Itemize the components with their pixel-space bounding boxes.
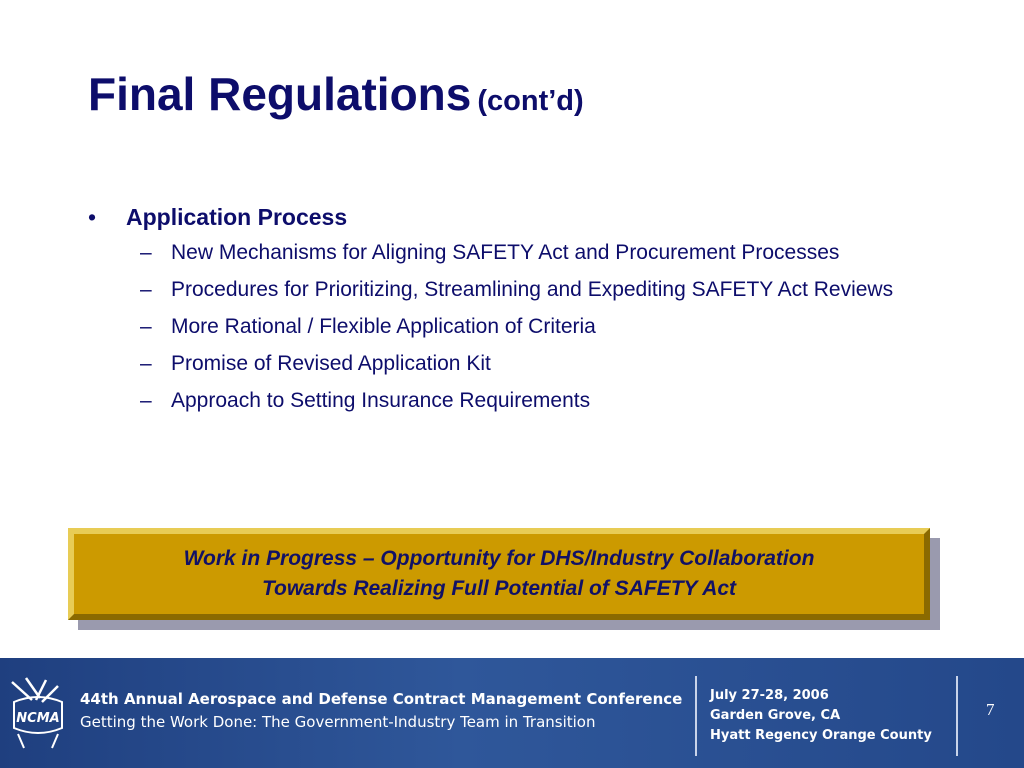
conference-subtitle: Getting the Work Done: The Government-Industry Team in Transition	[80, 713, 596, 731]
ncma-logo	[6, 672, 70, 752]
dash-marker: –	[140, 389, 152, 412]
page-number: 7	[986, 700, 995, 719]
sub-bullet-item	[88, 312, 928, 342]
sub-bullet-item	[88, 349, 928, 379]
sub-bullet-list	[88, 238, 928, 416]
footer-divider-left	[695, 676, 697, 756]
conference-title: 44th Annual Aerospace and Defense Contract Management Conference	[80, 690, 683, 708]
logo-text: NCMA	[16, 711, 60, 726]
bullet-dot: •	[88, 204, 97, 230]
footer-divider-right	[956, 676, 958, 756]
sub-bullet-text: More Rational / Flexible Application of Criteria	[171, 315, 596, 338]
bullet-label: Application Process	[126, 204, 348, 230]
sub-bullet-text: Approach to Setting Insurance Requirements	[171, 389, 591, 412]
slide-title-suffix: (cont’d)	[477, 85, 584, 117]
callout-line-2: Towards Realizing Full Potential of SAFETY Act	[261, 577, 737, 600]
event-date: July 27-28, 2006	[710, 688, 829, 703]
footer-band	[0, 658, 1024, 768]
event-venue: Hyatt Regency Orange County	[710, 728, 932, 743]
sub-bullet-item	[88, 275, 928, 305]
event-city: Garden Grove, CA	[710, 708, 841, 723]
sub-bullet-item	[88, 386, 928, 416]
sub-bullet-text: New Mechanisms for Aligning SAFETY Act and Procurement Processes	[171, 241, 840, 264]
conference-info	[80, 688, 682, 734]
sub-bullet-text: Procedures for Prioritizing, Streamlining and Expediting SAFETY Act Reviews	[171, 278, 894, 301]
dash-marker: –	[140, 352, 152, 375]
dash-marker: –	[140, 315, 152, 338]
sub-bullet-text: Promise of Revised Application Kit	[171, 352, 491, 375]
slide-title	[88, 66, 584, 129]
dash-marker: –	[140, 241, 152, 264]
event-info	[710, 686, 932, 746]
callout-box	[68, 528, 930, 620]
slide-title-main: Final Regulations	[88, 68, 472, 120]
bullet-list	[88, 200, 928, 423]
bullet-application-process	[88, 200, 928, 234]
sub-bullet-item	[88, 238, 928, 268]
dash-marker: –	[140, 278, 152, 301]
callout-line-1: Work in Progress – Opportunity for DHS/Industry Collaboration	[183, 547, 815, 570]
